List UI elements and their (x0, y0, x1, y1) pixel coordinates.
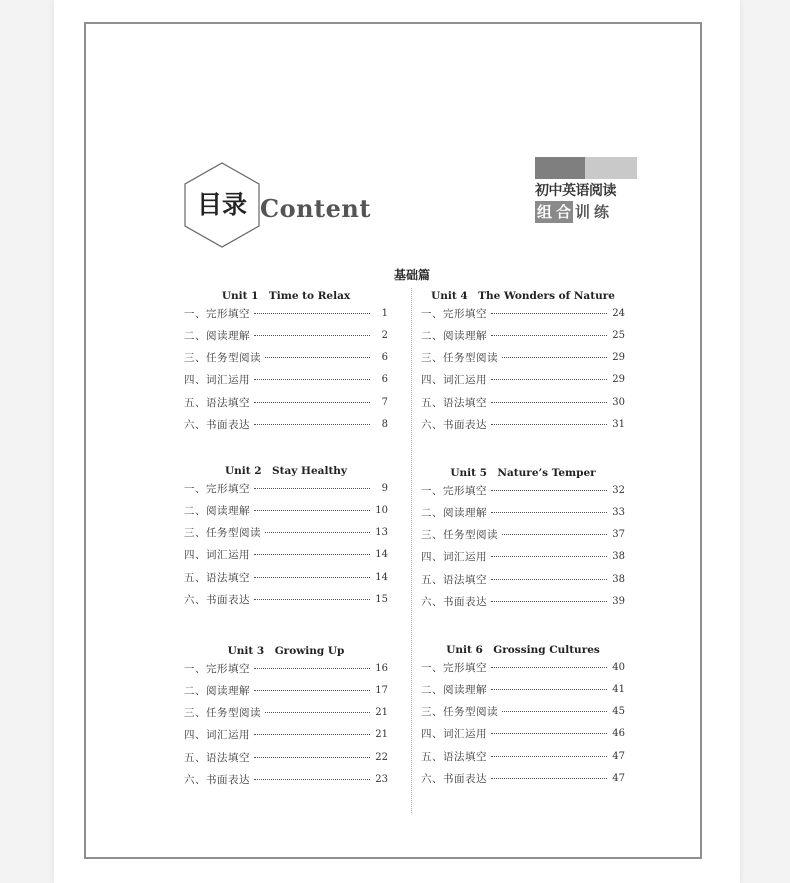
toc-entry-label: 五、语法填空 (184, 571, 250, 584)
brand-line2 (535, 201, 637, 223)
toc-entry-label: 六、书面表达 (421, 773, 487, 785)
toc-entry[interactable] (184, 749, 388, 765)
toc-entry[interactable] (421, 681, 625, 697)
toc-entry-label: 三、任务型阅读 (421, 529, 498, 542)
toc-entry[interactable] (421, 659, 625, 675)
toc-entry[interactable] (184, 705, 388, 721)
toc-entry-label: 五、语法填空 (421, 573, 487, 586)
toc-entry[interactable] (184, 480, 388, 496)
dot-leader (254, 510, 370, 511)
toc-entry[interactable] (421, 305, 625, 321)
toc-entry-label: 二、阅读理解 (421, 329, 487, 342)
toc-entry-page: 25 (612, 329, 625, 341)
unit-section (421, 288, 625, 438)
toc-entry-page: 45 (612, 706, 625, 718)
toc-entry-label: 六、书面表达 (421, 596, 487, 608)
toc-entry-page: 14 (375, 549, 388, 561)
toc-entry[interactable] (421, 482, 625, 498)
toc-entry[interactable] (184, 660, 388, 676)
toc-entry-label: 一、完形填空 (421, 484, 487, 497)
dot-leader (491, 490, 607, 491)
brand-char: 合 (556, 203, 572, 221)
toc-entry-label: 三、任务型阅读 (421, 352, 498, 365)
dot-leader (254, 313, 370, 314)
toc-entry[interactable] (184, 305, 388, 321)
dot-leader (491, 601, 607, 602)
toc-entry-page: 9 (381, 482, 388, 494)
column-divider (411, 288, 412, 813)
toc-entry-page: 17 (375, 684, 388, 696)
toc-entry-label: 四、词汇运用 (184, 374, 250, 387)
dot-leader (254, 599, 370, 600)
dot-leader (491, 512, 607, 513)
toc-entry-label: 五、语法填空 (421, 396, 487, 409)
toc-entry-page: 14 (375, 571, 388, 583)
unit-section (184, 463, 388, 613)
toc-entry-page: 38 (612, 573, 625, 585)
brand-line1: 初中英语阅读 (535, 183, 616, 199)
toc-entry-page: 37 (612, 529, 625, 541)
dot-leader (491, 756, 607, 757)
toc-entry-label: 一、完形填空 (421, 661, 487, 674)
toc-entry-label: 三、任务型阅读 (184, 352, 261, 365)
dot-leader (491, 313, 607, 314)
dot-leader (254, 488, 370, 489)
toc-entry-label: 五、语法填空 (421, 750, 487, 763)
unit-title: Unit 3 Growing Up (227, 645, 345, 657)
toc-entry-page: 6 (381, 374, 388, 386)
dot-leader (491, 579, 607, 580)
toc-entry[interactable] (421, 704, 625, 720)
toc-entry-page: 21 (375, 707, 388, 719)
toc-entry[interactable] (421, 549, 625, 565)
toc-entry[interactable] (184, 327, 388, 343)
toc-entry-page: 40 (612, 661, 625, 673)
dot-leader (254, 757, 370, 758)
toc-entry-page: 13 (375, 527, 388, 539)
toc-entry[interactable] (184, 682, 388, 698)
toc-entry[interactable] (184, 772, 388, 788)
toc-entry[interactable] (184, 525, 388, 541)
toc-entry-label: 二、阅读理解 (184, 504, 250, 517)
toc-entry-label: 一、完形填空 (184, 662, 250, 675)
content-heading: Content (260, 194, 371, 223)
unit-title: Unit 1 Time to Relax (221, 290, 351, 302)
dot-leader (491, 733, 607, 734)
toc-entry-label: 六、书面表达 (184, 774, 250, 786)
toc-entry[interactable] (421, 726, 625, 742)
toc-entry[interactable] (184, 547, 388, 563)
toc-entry-page: 15 (375, 594, 388, 605)
toc-entry-label: 六、书面表达 (184, 594, 250, 606)
dot-leader (491, 379, 607, 380)
dot-leader (502, 357, 607, 358)
dot-leader (491, 335, 607, 336)
toc-entry[interactable] (421, 504, 625, 520)
toc-entry-label: 三、任务型阅读 (184, 707, 261, 720)
toc-entry-label: 五、语法填空 (184, 396, 250, 409)
dot-leader (254, 402, 370, 403)
toc-entry[interactable] (184, 350, 388, 366)
toc-entry-label: 四、词汇运用 (184, 549, 250, 562)
dot-leader (254, 379, 370, 380)
toc-entry-page: 32 (612, 484, 625, 496)
dot-leader (491, 689, 607, 690)
toc-entry-page: 47 (612, 773, 625, 784)
unit-title: Unit 5 Nature’s Temper (450, 467, 596, 479)
toc-entry-label: 四、词汇运用 (421, 551, 487, 564)
toc-entry[interactable] (421, 327, 625, 343)
brand-char: 组 (537, 203, 553, 221)
brand-bar-dark (535, 157, 585, 179)
dot-leader (265, 357, 370, 358)
toc-entry[interactable] (421, 771, 625, 787)
toc-entry[interactable] (184, 502, 388, 518)
dot-leader (491, 424, 607, 425)
unit-section (421, 642, 625, 792)
toc-entry-label: 六、书面表达 (421, 419, 487, 431)
dot-leader (491, 402, 607, 403)
toc-entry-label: 三、任务型阅读 (184, 527, 261, 540)
dot-leader (502, 711, 607, 712)
unit-section (184, 643, 388, 793)
toc-entry-label: 二、阅读理解 (184, 329, 250, 342)
toc-entry-page: 1 (381, 307, 388, 319)
mulu-heading: 目录 (196, 190, 247, 219)
dot-leader (254, 335, 370, 336)
toc-entry-label: 四、词汇运用 (421, 728, 487, 741)
toc-entry-page: 10 (375, 504, 388, 516)
toc-entry-page: 31 (612, 419, 625, 430)
dot-leader (265, 532, 370, 533)
dot-leader (254, 577, 370, 578)
dot-leader (265, 712, 370, 713)
toc-entry[interactable] (421, 748, 625, 764)
toc-entry-label: 一、完形填空 (421, 307, 487, 320)
toc-entry[interactable] (421, 527, 625, 543)
dot-leader (491, 556, 607, 557)
toc-entry-page: 47 (612, 750, 625, 762)
toc-entry[interactable] (421, 350, 625, 366)
dot-leader (491, 778, 607, 779)
toc-entry-label: 四、词汇运用 (421, 374, 487, 387)
toc-entry-label: 二、阅读理解 (421, 506, 487, 519)
toc-entry-page: 46 (612, 728, 625, 740)
toc-entry[interactable] (184, 394, 388, 410)
unit-title: Unit 2 Stay Healthy (224, 465, 348, 477)
toc-entry[interactable] (421, 571, 625, 587)
toc-entry-label: 一、完形填空 (184, 482, 250, 495)
toc-entry-page: 33 (612, 506, 625, 518)
toc-entry-label: 二、阅读理解 (184, 684, 250, 697)
toc-entry-label: 五、语法填空 (184, 751, 250, 764)
dot-leader (254, 734, 370, 735)
unit-title: Unit 6 Grossing Cultures (446, 644, 600, 656)
toc-entry-page: 8 (381, 419, 388, 430)
toc-entry-page: 38 (612, 551, 625, 563)
toc-entry-page: 22 (375, 751, 388, 763)
brand-char: 练 (594, 203, 610, 221)
toc-entry-label: 四、词汇运用 (184, 729, 250, 742)
toc-entry-page: 39 (612, 596, 625, 607)
toc-entry[interactable] (421, 372, 625, 388)
toc-entry-page: 30 (612, 396, 625, 408)
toc-entry[interactable] (184, 569, 388, 585)
toc-entry-page: 23 (375, 774, 388, 785)
brand-char: 训 (575, 203, 591, 221)
toc-entry-page: 2 (381, 329, 388, 341)
toc-entry[interactable] (421, 417, 625, 433)
dot-leader (502, 534, 607, 535)
unit-section (184, 288, 388, 438)
toc-entry[interactable] (421, 394, 625, 410)
toc-entry[interactable] (421, 594, 625, 610)
toc-entry[interactable] (184, 372, 388, 388)
unit-section (421, 465, 625, 615)
section-title: 基础篇 (393, 268, 430, 282)
dot-leader (254, 424, 370, 425)
brand-bar-light (585, 157, 637, 179)
toc-entry-page: 6 (381, 352, 388, 364)
toc-entry-page: 16 (375, 662, 388, 674)
toc-entry-page: 24 (612, 307, 625, 319)
toc-entry-page: 29 (612, 352, 625, 364)
unit-title: Unit 4 The Wonders of Nature (431, 290, 615, 302)
toc-entry[interactable] (184, 592, 388, 608)
toc-entry-label: 三、任务型阅读 (421, 706, 498, 719)
toc-entry-page: 21 (375, 729, 388, 741)
toc-entry-page: 41 (612, 683, 625, 695)
toc-entry-label: 一、完形填空 (184, 307, 250, 320)
toc-entry-page: 29 (612, 374, 625, 386)
dot-leader (254, 554, 370, 555)
toc-entry-label: 二、阅读理解 (421, 683, 487, 696)
dot-leader (491, 667, 607, 668)
dot-leader (254, 668, 370, 669)
toc-entry[interactable] (184, 727, 388, 743)
toc-entry[interactable] (184, 417, 388, 433)
dot-leader (254, 779, 370, 780)
toc-entry-page: 7 (381, 396, 388, 408)
toc-entry-label: 六、书面表达 (184, 419, 250, 431)
dot-leader (254, 690, 370, 691)
